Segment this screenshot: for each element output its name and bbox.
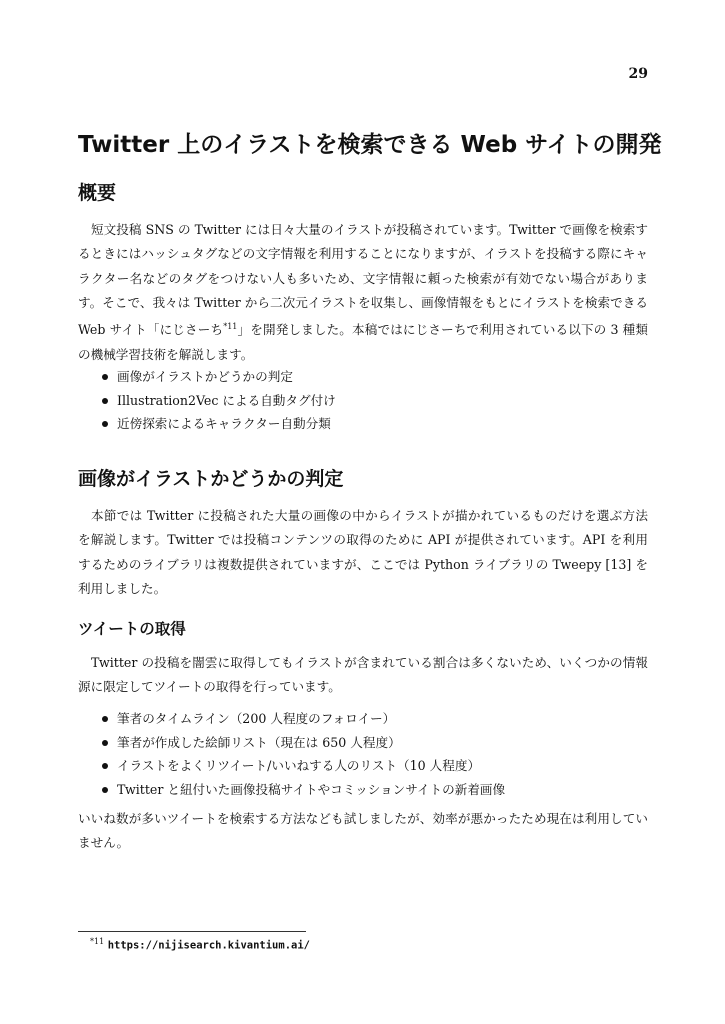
list-item-text: イラストをよくリツイート/いいねする人のリスト（10 人程度） <box>117 758 481 773</box>
footnote-url-link[interactable]: https://nijisearch.kivantium.ai/ <box>107 939 310 952</box>
list-item-text: Illustration2Vec による自動タグ付け <box>117 392 336 408</box>
footnote <box>90 935 310 953</box>
list-item-text: 筆者のタイムライン（200 人程度のフォロイー） <box>117 711 396 726</box>
chapter-title: Twitter 上のイラストを検索できる Web サイトの開発 <box>78 132 662 158</box>
overview-paragraph <box>78 218 648 367</box>
list-item-text: 近傍探索によるキャラクター自動分類 <box>117 416 331 431</box>
bullet-icon <box>102 374 108 380</box>
bullet-icon <box>102 787 108 793</box>
list-item <box>100 365 336 389</box>
list-item <box>100 707 505 731</box>
list-item <box>100 412 336 436</box>
illustration-detection-paragraph: 本節では Twitter に投稿された大量の画像の中からイラストが描かれているものだけを選ぶ方法を解説します。Twitter では投稿コンテンツの取得のために API が提供されています。API を利用するためのライブラリは複数提供されていますが、ここでは Python ライブラリの Tweepy [13] を利用しました。 <box>78 508 648 596</box>
footnote-reference[interactable]: *11 <box>223 322 238 332</box>
closing-paragraph: いいね数が多いツイートを検索する方法なども試しましたが、効率が悪かったため現在は利用していません。 <box>78 811 648 851</box>
tweet-fetch-paragraph: Twitter の投稿を闇雲に取得してもイラストが含まれている割合は多くないため、いくつかの情報源に限定してツイートの取得を行っています。 <box>78 655 648 695</box>
list-item <box>100 754 505 778</box>
bullet-icon <box>102 398 108 404</box>
list-item <box>100 731 505 755</box>
section-heading-overview: 概要 <box>78 182 117 204</box>
bullet-icon <box>102 740 108 746</box>
bullet-icon <box>102 716 108 722</box>
list-item-text: 画像がイラストかどうかの判定 <box>117 369 293 384</box>
footnote-divider <box>78 931 306 932</box>
subsection-heading-tweet-fetch: ツイートの取得 <box>78 620 186 638</box>
list-item <box>100 778 505 802</box>
bullet-icon <box>102 763 108 769</box>
overview-bullet-list <box>100 365 336 436</box>
overview-text-part1: 短文投稿 SNS の Twitter には日々大量のイラストが投稿されています。Twitter で画像を検索するときにはハッシュタグなどの文字情報を利用することになりますが、イラストを投稿する際にキャラクター名などのタグをつけない人も多いため、文字情報に頼った検索が有効でない場合があります。そこで、我々は Twitter から二次元イラストを収集し、画像情報をもとにイラストを検索できる Web サイト「にじさーち <box>78 222 648 338</box>
list-item-text: Twitter と紐付いた画像投稿サイトやコミッションサイトの新着画像 <box>117 781 506 797</box>
overview-text-part2: 」を開発しました。本稿ではにじさーちで利用されている以下の 3 種類の機械学習技術を解説します。 <box>78 322 648 362</box>
list-item <box>100 389 336 413</box>
section-heading-illustration-detection: 画像がイラストかどうかの判定 <box>78 468 344 490</box>
tweet-source-bullet-list <box>100 707 505 801</box>
bullet-icon <box>102 421 108 427</box>
list-item-text: 筆者が作成した絵師リスト（現在は 650 人程度） <box>117 734 401 750</box>
footnote-mark: *11 <box>90 937 105 946</box>
page-number: 29 <box>628 66 648 82</box>
